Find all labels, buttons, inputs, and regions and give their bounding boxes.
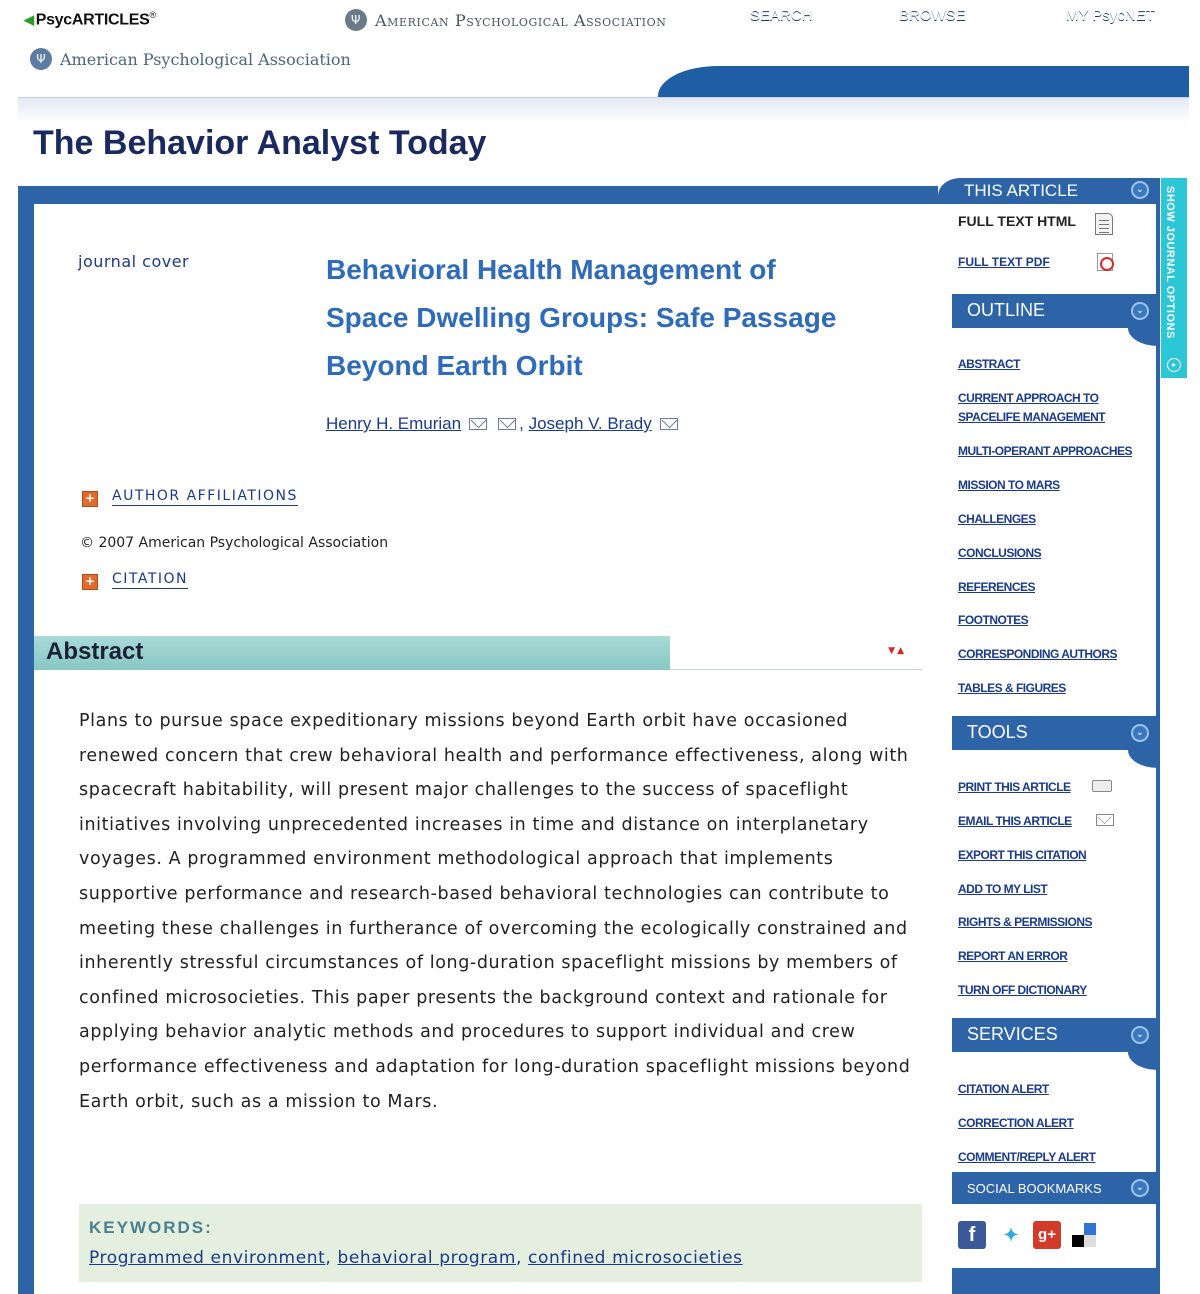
- services-comment-reply-alert[interactable]: COMMENT/REPLY ALERT: [958, 1150, 1096, 1164]
- collapse-circle-icon[interactable]: ⌄: [1131, 302, 1149, 320]
- keywords-label: KEYWORDS:: [89, 1218, 213, 1237]
- social-bookmarks-heading: SOCIAL BOOKMARKS: [967, 1181, 1102, 1196]
- author-separator: ,: [519, 414, 524, 433]
- outline-item-challenges[interactable]: CHALLENGES: [958, 512, 1036, 526]
- psycarticles-mark-icon: ◀: [24, 12, 34, 28]
- outline-item-current-approach[interactable]: CURRENT APPROACH TO SPACELIFE MANAGEMENT: [958, 391, 1106, 424]
- apa-header-brand[interactable]: [345, 9, 666, 31]
- services-correction-alert[interactable]: CORRECTION ALERT: [958, 1116, 1074, 1130]
- outline-item-conclusions[interactable]: CONCLUSIONS: [958, 546, 1042, 560]
- apa-logo[interactable]: [30, 48, 351, 70]
- article-title: Behavioral Health Management of Space Dwelling Groups: Safe Passage Beyond Earth Orbit: [326, 254, 837, 381]
- apa-header-text: American Psychological Association: [375, 10, 667, 30]
- journal-title[interactable]: The Behavior Analyst Today: [33, 124, 487, 162]
- abstract-text: Plans to pursue space expeditionary missions beyond Earth orbit have occasioned renewed concern that crew behavioral health and performance effectiveness, along with spacecraft habitability, will present major challenges to the success of spaceflight initiatives involving unprecedented increases in time and distance on interplanetary voyages. A programmed environment methodological approach that implements supportive performance and research-based behavioral technologies can contribute to meeting these challenges in furtherance of overcoming the ecologically constrained and inherently stressful circumstances of long-duration spaceflight missions by members of confined microsocieties. This paper presents the background context and rationale for applying behavior analytic methods and procedures to support individual and crew performance effectiveness and adaptation for long-duration spaceflight missions beyond Earth orbit, such as a mission to Mars.: [79, 711, 911, 1112]
- journal-cover-image[interactable]: journal cover: [78, 252, 190, 271]
- citation-toggle[interactable]: CITATION: [112, 571, 189, 587]
- facebook-icon[interactable]: f: [958, 1221, 986, 1249]
- top-nav-bar: [658, 66, 1189, 97]
- keywords-list: Programmed environment, behavioral program, confined microsocieties: [89, 1248, 743, 1268]
- html-document-icon[interactable]: [1095, 213, 1113, 235]
- copyright-notice: © 2007 American Psychological Association: [80, 535, 389, 551]
- google-plus-icon[interactable]: g+: [1033, 1221, 1061, 1249]
- tools-print-article[interactable]: PRINT THIS ARTICLE: [958, 780, 1071, 794]
- tools-rights-permissions[interactable]: RIGHTS & PERMISSIONS: [958, 915, 1093, 929]
- full-text-html-link[interactable]: FULL TEXT HTML: [958, 213, 1076, 229]
- keywords-box: [79, 1204, 922, 1282]
- collapse-circle-icon[interactable]: ⌄: [1131, 181, 1149, 199]
- sidebar-bottom-band: [952, 1268, 1158, 1294]
- keyword-link[interactable]: Programmed environment: [89, 1248, 326, 1268]
- header-divider-band: [18, 97, 1189, 123]
- outline-item-abstract[interactable]: ABSTRACT: [958, 357, 1020, 371]
- outline-item-multi-operant[interactable]: MULTI-OPERANT APPROACHES: [958, 444, 1132, 458]
- this-article-heading: THIS ARTICLE: [964, 181, 1078, 200]
- abstract-heading: Abstract: [46, 638, 144, 665]
- pdf-icon[interactable]: [1097, 253, 1113, 271]
- content-frame-top: [18, 186, 938, 204]
- apa-logo-text: American Psychological Association: [60, 49, 351, 69]
- keyword-link[interactable]: behavioral program: [337, 1248, 516, 1268]
- services-header[interactable]: [952, 1018, 1158, 1052]
- author-list: [326, 414, 681, 434]
- delicious-icon[interactable]: [1072, 1223, 1096, 1247]
- apa-emblem-icon: Ψ: [30, 48, 52, 70]
- outline-item-references[interactable]: REFERENCES: [958, 580, 1036, 594]
- email-envelope-icon[interactable]: [498, 418, 516, 430]
- tools-header[interactable]: [952, 716, 1158, 750]
- social-bookmarks-header[interactable]: [952, 1172, 1158, 1204]
- outline-item-footnotes[interactable]: FOOTNOTES: [958, 613, 1029, 627]
- author-affiliations-toggle[interactable]: AUTHOR AFFILIATIONS: [112, 488, 298, 504]
- outline-item-corresponding-authors[interactable]: CORRESPONDING AUTHORS: [958, 647, 1118, 661]
- tools-add-to-list[interactable]: ADD TO MY LIST: [958, 882, 1048, 896]
- tools-heading: TOOLS: [967, 722, 1028, 742]
- tools-report-error[interactable]: REPORT AN ERROR: [958, 949, 1068, 963]
- psycarticles-logo[interactable]: ◀ PsycARTICLES®: [24, 10, 156, 29]
- expand-arrow-icon: ▸: [1167, 358, 1181, 372]
- collapse-circle-icon[interactable]: ⌄: [1131, 724, 1149, 742]
- expand-plus-icon[interactable]: +: [82, 491, 98, 507]
- outline-header[interactable]: [952, 294, 1158, 328]
- nav-search[interactable]: SEARCH: [750, 7, 813, 24]
- author-link-brady[interactable]: Joseph V. Brady: [528, 414, 652, 433]
- show-journal-options-tab[interactable]: [1161, 178, 1187, 378]
- content-frame-left: [18, 186, 34, 1294]
- printer-icon[interactable]: [1092, 780, 1112, 792]
- this-article-header[interactable]: [938, 178, 1158, 204]
- collapse-circle-icon[interactable]: ⌄: [1131, 1026, 1149, 1044]
- keyword-link[interactable]: confined microsocieties: [528, 1248, 743, 1268]
- tools-export-citation[interactable]: EXPORT THIS CITATION: [958, 848, 1087, 862]
- email-envelope-icon[interactable]: [469, 418, 487, 430]
- email-icon[interactable]: [1096, 814, 1114, 826]
- twitter-icon[interactable]: ✦: [1003, 1225, 1019, 1245]
- collapse-circle-icon[interactable]: ⌄: [1131, 1179, 1149, 1197]
- outline-item-tables-figures[interactable]: TABLES & FIGURES: [958, 681, 1066, 695]
- apa-emblem-icon: Ψ: [345, 9, 367, 31]
- full-text-pdf-link[interactable]: FULL TEXT PDF: [958, 255, 1050, 269]
- show-journal-options-label: SHOW JOURNAL OPTIONS: [1164, 186, 1176, 339]
- expand-plus-icon[interactable]: +: [82, 574, 98, 590]
- email-envelope-icon[interactable]: [660, 418, 678, 430]
- outline-item-mission-to-mars[interactable]: MISSION TO MARS: [958, 478, 1060, 492]
- collapse-arrows-icon[interactable]: ▼▲: [888, 646, 906, 656]
- outline-heading: OUTLINE: [967, 300, 1046, 320]
- services-heading: SERVICES: [967, 1024, 1058, 1044]
- nav-my-psycnet[interactable]: MY PsycNET: [1066, 7, 1155, 24]
- nav-browse[interactable]: BROWSE: [899, 7, 966, 24]
- abstract-header: [34, 636, 922, 670]
- tools-turn-off-dictionary[interactable]: TURN OFF DICTIONARY: [958, 983, 1087, 997]
- author-link-emurian[interactable]: Henry H. Emurian: [326, 414, 462, 433]
- services-citation-alert[interactable]: CITATION ALERT: [958, 1082, 1049, 1096]
- tools-email-article[interactable]: EMAIL THIS ARTICLE: [958, 814, 1072, 828]
